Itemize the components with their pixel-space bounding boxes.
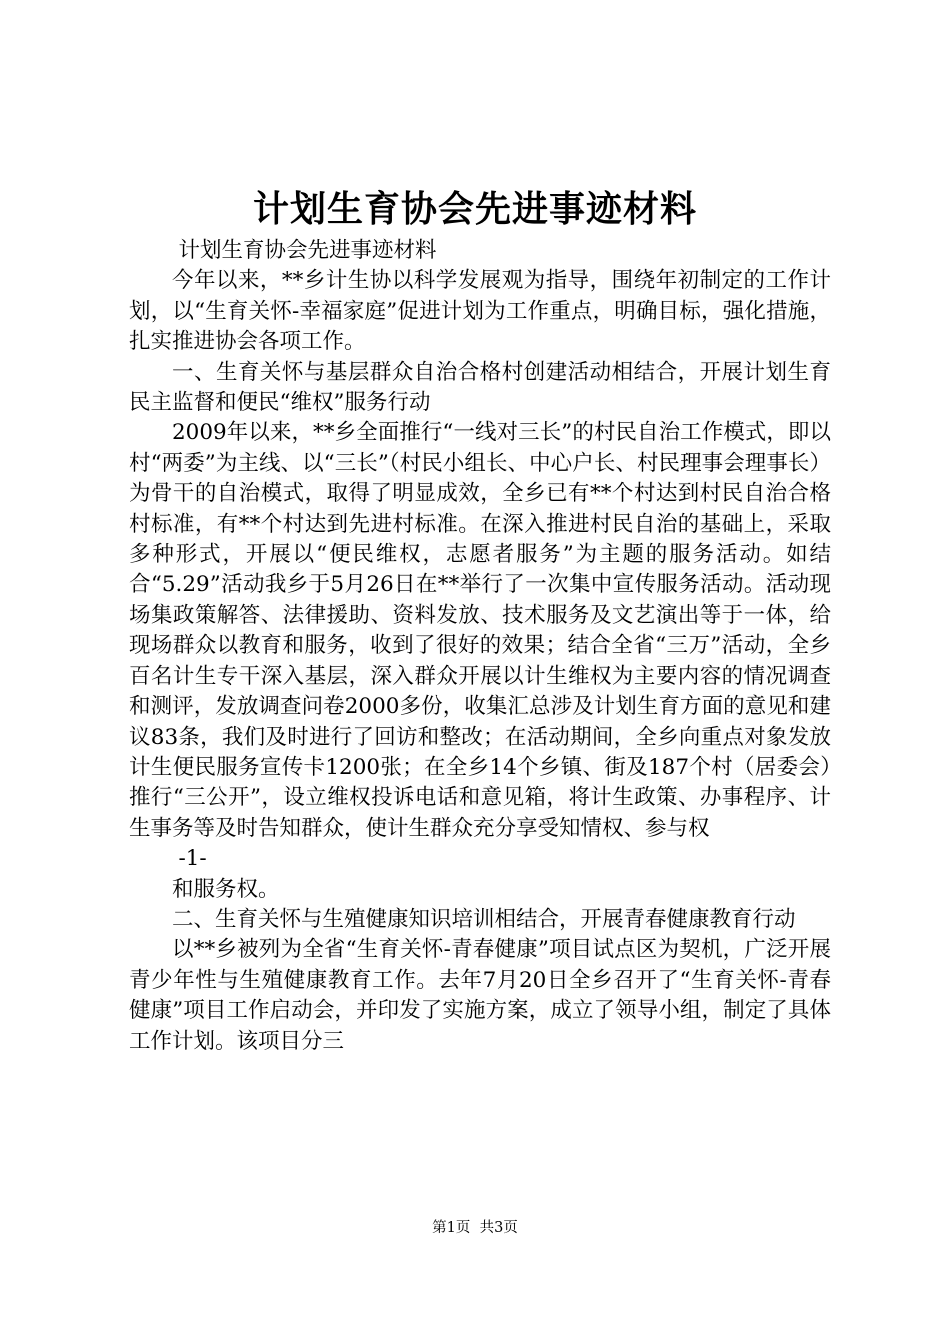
document-title: 计划生育协会先进事迹材料 bbox=[252, 188, 697, 230]
body-paragraph: 以**乡被列为全省“生育关怀-青春健康”项目试点区为契机，广泛开展青少年性与生殖健康教育工作。去年7月20日全乡召开了“生育关怀-青春健康”项目工作启动会，并印发了实施方案，成立了领导小组，制定了具体工作计划。该项目分三 bbox=[129, 937, 831, 1054]
footer-spacer bbox=[470, 1220, 479, 1236]
page-footer bbox=[0, 1218, 950, 1238]
footer-page-number: 第1页 bbox=[432, 1220, 471, 1236]
document-body bbox=[129, 236, 831, 1057]
intro-paragraph: 今年以来，**乡计生协以科学发展观为指导，围绕年初制定的工作计划，以“生育关怀-幸福家庭”促进计划为工作重点，明确目标，强化措施，扎实推进协会各项工作。 bbox=[129, 268, 831, 355]
body-paragraph: 2009年以来，**乡全面推行“一线对三长”的村民自治工作模式，即以村“两委”为主线、以“三长”（村民小组长、中心户长、村民理事会理事长）为骨干的自治模式，取得了明显成效，全乡已有**个村达到村民自治合格村标准，有**个村达到先进村标准。在深入推进村民自治的基础上，采取多种形式，开展以“便民维权，志愿者服务”为主题的服务活动。如结合“5.29”活动我乡于5月26日在**举行了一次集中宣传服务活动。活动现场集政策解答、法律援助、资料发放、技术服务及文艺演出等于一体，给现场群众以教育和服务，收到了很好的效果；结合全省“三万”活动，全乡百名计生专干深入基层，深入群众开展以计生维权为主要内容的情况调查和测评，发放调查问卷2000多份，收集汇总涉及计划生育方面的意见和建议83条，我们及时进行了回访和整改；在活动期间，全乡向重点对象发放计生便民服务宣传卡1200张；在全乡14个乡镇、街及187个村（居委会）推行“三公开”，设立维权投诉电话和意见箱，将计生政策、办事程序、计生事务等及时告知群众，使计生群众充分享受知情权、参与权 bbox=[129, 420, 831, 841]
section-heading-2: 二、生育关怀与生殖健康知识培训相结合，开展青春健康教育行动 bbox=[172, 906, 796, 932]
body-paragraph: 和服务权。 bbox=[172, 876, 280, 902]
document-subtitle: 计划生育协会先进事迹材料 bbox=[178, 238, 437, 263]
footer-total-pages: 共3页 bbox=[479, 1220, 518, 1236]
page-number-mark: -1- bbox=[178, 846, 207, 872]
section-heading-1: 一、生育关怀与基层群众自治合格村创建活动相结合，开展计划生育民主监督和便民“维权”服务行动 bbox=[129, 359, 831, 416]
